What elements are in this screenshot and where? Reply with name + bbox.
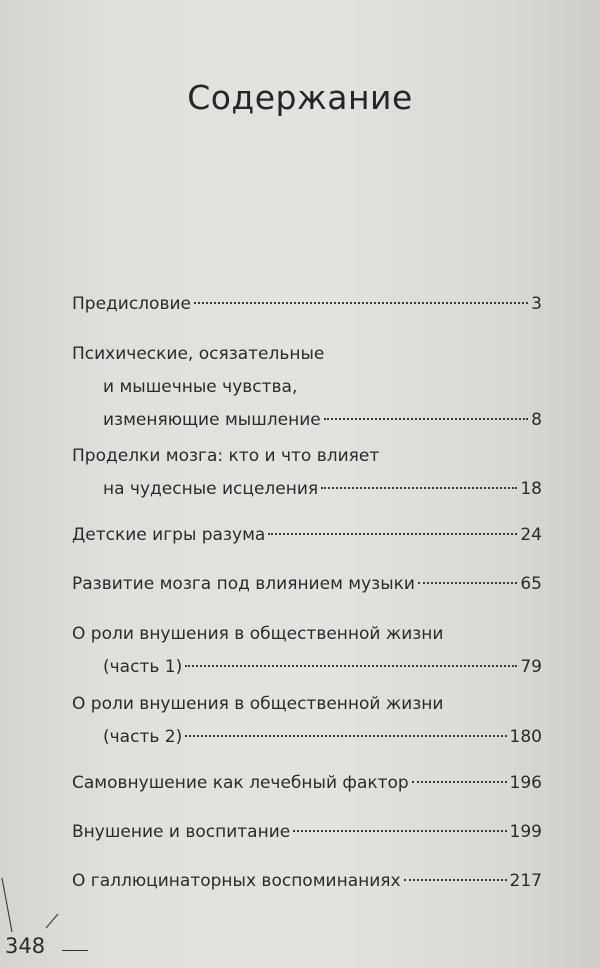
dot-leader — [404, 879, 507, 881]
toc-entry-title: и мышечные чувства, — [103, 377, 298, 397]
toc-entry-line — [72, 568, 542, 601]
dot-leader — [293, 830, 506, 832]
toc-entry-title: О роли внушения в общественной жизни — [72, 694, 444, 714]
toc-entry-title: (часть 1) — [103, 657, 183, 677]
toc-entry — [72, 440, 542, 506]
toc-entry-page: 18 — [520, 479, 542, 499]
toc-entry — [72, 519, 542, 552]
toc-entry-line — [72, 440, 542, 473]
toc-entry-line — [72, 618, 542, 651]
toc-entry-title: изменяющие мышление — [103, 410, 321, 430]
dot-leader — [185, 735, 506, 737]
toc-entry-line — [72, 721, 542, 754]
toc-entry-title: Развитие мозга под влиянием музыки — [72, 574, 415, 594]
toc-entry-title: О галлюцинаторных воспоминаниях — [72, 871, 401, 891]
toc-entry-line — [72, 473, 542, 506]
toc-entry-line — [72, 371, 542, 404]
toc-entry-line — [72, 519, 542, 552]
folio-dash — [62, 950, 88, 951]
dot-leader — [321, 487, 517, 489]
toc-entry-title: Внушение и воспитание — [72, 822, 291, 842]
toc-entry-page: 24 — [520, 525, 542, 545]
toc-entry-page: 65 — [520, 574, 542, 594]
dot-leader — [418, 582, 517, 584]
toc-entry-page: 8 — [531, 410, 542, 430]
toc-entry — [72, 688, 542, 754]
page-number: 348 — [5, 934, 46, 958]
toc-entry — [72, 816, 542, 849]
toc-entry-line — [72, 288, 542, 321]
toc-entry-line — [72, 816, 542, 849]
page-title: Содержание — [187, 78, 413, 117]
toc-entry-page: 3 — [531, 294, 542, 314]
toc-entry-line — [72, 404, 542, 437]
toc-entry-title: на чудесные исцеления — [103, 479, 319, 499]
corner-ornament-icon — [0, 870, 70, 940]
dot-leader — [412, 781, 507, 783]
toc-entry — [72, 767, 542, 800]
toc-entry-page: 79 — [520, 657, 542, 677]
toc-entry-title: Предисловие — [72, 294, 191, 314]
toc-entry-title: Проделки мозга: кто и что влияет — [72, 446, 380, 466]
toc-entry-line — [72, 688, 542, 721]
toc-entry-page: 217 — [509, 871, 542, 891]
toc-entry-line — [72, 651, 542, 684]
dot-leader — [194, 302, 528, 304]
toc-entry — [72, 288, 542, 321]
toc-entry — [72, 338, 542, 437]
dot-leader — [268, 533, 517, 535]
toc-entry-title: (часть 2) — [103, 727, 183, 747]
dot-leader — [185, 665, 517, 667]
toc-entry — [72, 865, 542, 898]
toc-entry-page: 180 — [509, 727, 542, 747]
toc-entry-line — [72, 338, 542, 371]
toc-entry-title: Психические, осязательные — [72, 344, 325, 364]
toc-entry-line — [72, 767, 542, 800]
toc-entry-page: 199 — [509, 822, 542, 842]
toc-entry-page: 196 — [509, 773, 542, 793]
toc-entry-line — [72, 865, 542, 898]
toc-entry-title: Детские игры разума — [72, 525, 266, 545]
dot-leader — [324, 418, 528, 420]
toc-entry-title: Самовнушение как лечебный фактор — [72, 773, 409, 793]
toc-entry-title: О роли внушения в общественной жизни — [72, 624, 444, 644]
toc-entry — [72, 618, 542, 684]
toc-entry — [72, 568, 542, 601]
